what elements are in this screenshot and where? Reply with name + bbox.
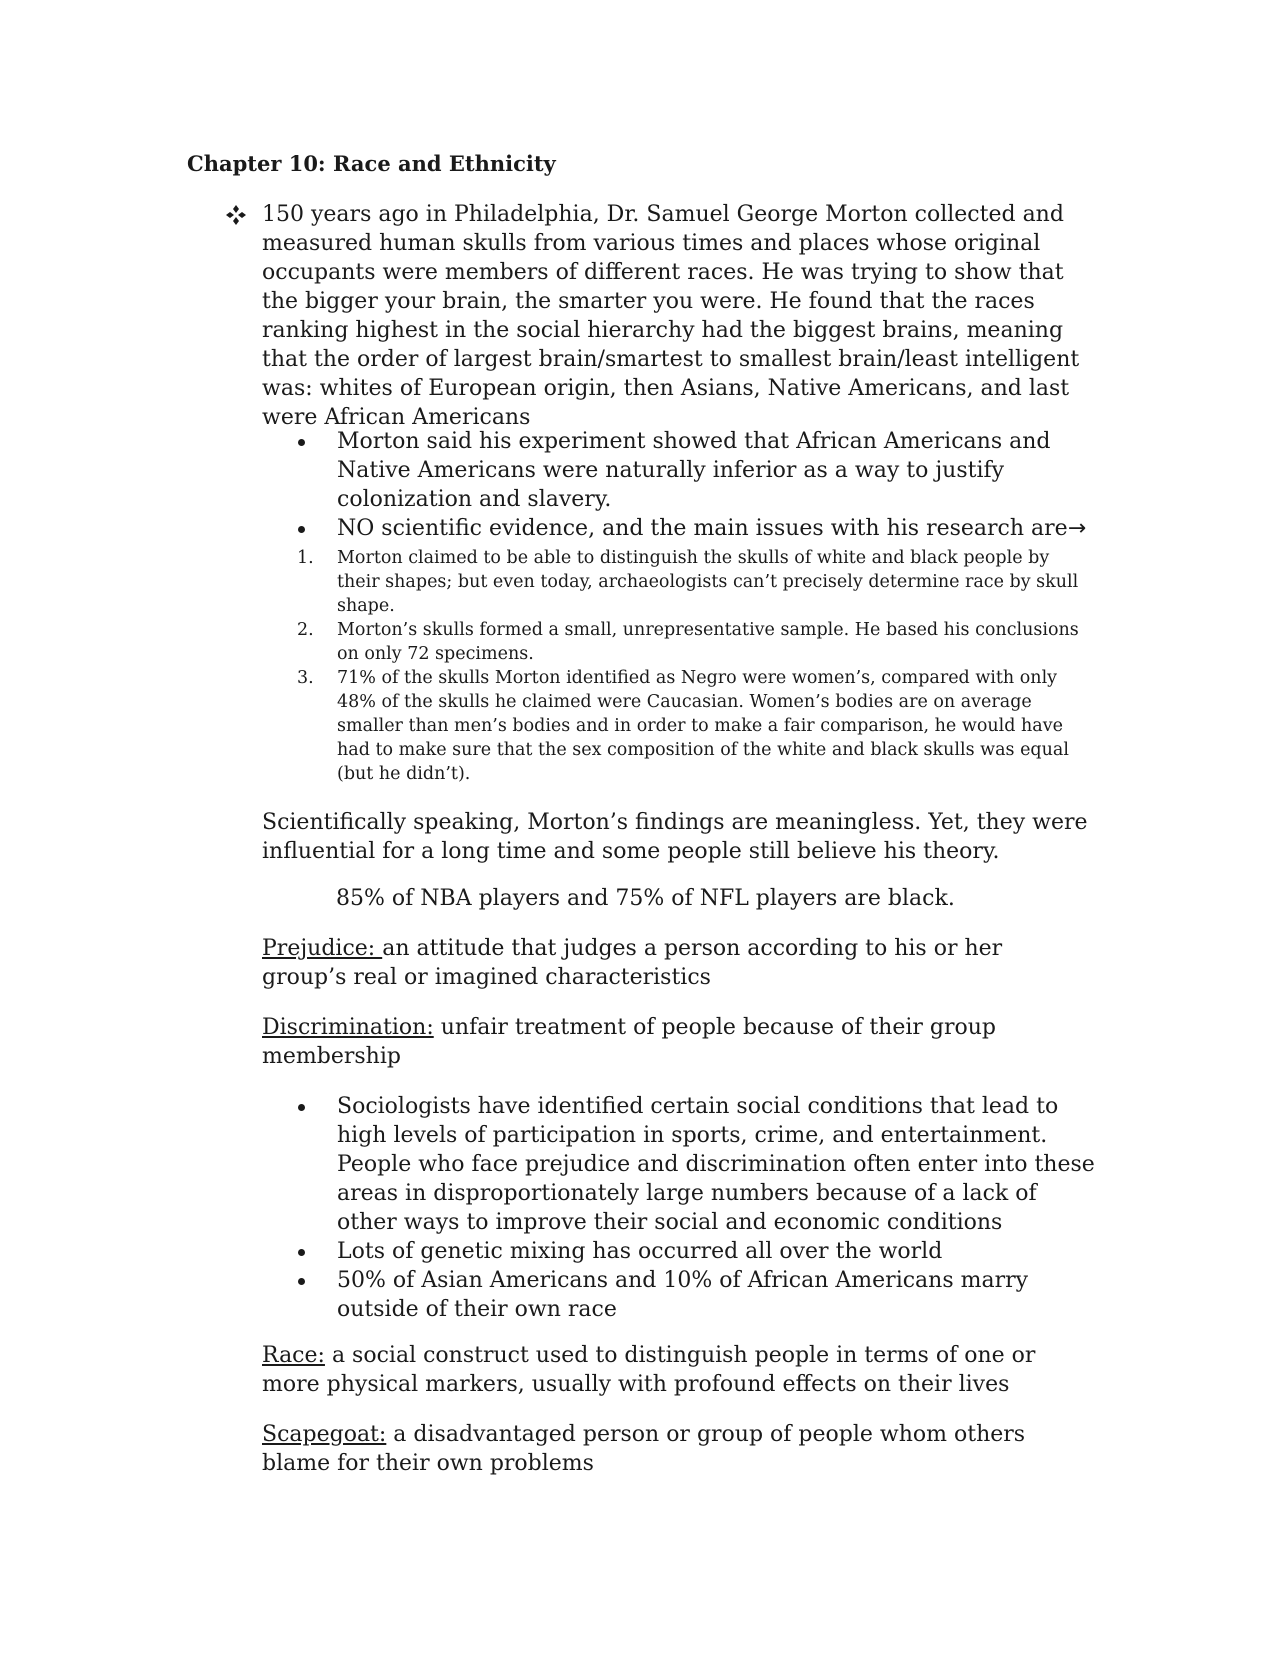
morton-sub-bullets [297, 427, 1097, 543]
item-text: Morton claimed to be able to distinguish the skulls of white and black people by their shapes; but even today, archaeologists can’t precisely determine race by skull shape. [337, 548, 1079, 616]
list-item-text: Lots of genetic mixing has occurred all over the world [337, 1239, 943, 1264]
item-text: 71% of the skulls Morton identified as Negro were women’s, compared with only 48% of the skulls he claimed were Caucasian. Women’s bodies are on average smaller than men’s bodies and in order to make a fair comparison, he would have had to make sure that the sex composition of the white and black skulls was equal (but he didn’t). [337, 668, 1069, 784]
nba-statistic: 85% of NBA players and 75% of NFL players are black. [336, 886, 955, 911]
item-number: 1. [297, 548, 314, 568]
numbered-item [297, 666, 1097, 786]
item-text: Morton’s skulls formed a small, unrepresentative sample. He based his conclusions on only 72 specimens. [337, 620, 1079, 664]
race-text: a social construct used to distinguish people in terms of one or more physical markers, usually with profound effects on their lives [262, 1343, 1036, 1397]
list-item [297, 1092, 1097, 1237]
scapegoat-definition [262, 1420, 1092, 1478]
list-item-text: NO scientific evidence, and the main issues with his research are [337, 516, 1068, 541]
list-item [297, 1237, 1097, 1266]
prejudice-definition [262, 934, 1092, 992]
list-item [297, 427, 1097, 514]
arrow-right-icon: → [1067, 516, 1087, 541]
item-number: 2. [297, 620, 314, 640]
round-bullet-icon [298, 1249, 305, 1256]
list-item-text: Morton said his experiment showed that African Americans and Native Americans were naturally inferior as a way to justify colonization and slavery. [337, 429, 1051, 512]
list-item [297, 514, 1097, 543]
round-bullet-icon [298, 1104, 305, 1111]
scapegoat-term: Scapegoat: [262, 1422, 387, 1447]
discrimination-text: unfair treatment of people because of their group membership [262, 1015, 997, 1069]
race-term: Race: [262, 1343, 325, 1368]
round-bullet-icon [298, 526, 305, 533]
numbered-item [297, 546, 1097, 618]
numbered-item [297, 618, 1097, 666]
list-item [297, 1266, 1097, 1324]
item-number: 3. [297, 668, 314, 688]
prejudice-term: Prejudice: [262, 936, 383, 961]
list-item-text: Sociologists have identified certain social conditions that lead to high levels of participation in sports, crime, and entertainment. People who face prejudice and discrimination often enter into these areas in disproportionately large numbers because of a lack of other ways to improve their social and economic conditions [337, 1094, 1095, 1235]
sociology-bullets [297, 1092, 1097, 1324]
four-diamond-bullet-icon [225, 204, 247, 226]
discrimination-definition [262, 1013, 1092, 1071]
prejudice-text: an attitude that judges a person according to his or her group’s real or imagined characteristics [262, 936, 1003, 990]
race-definition [262, 1341, 1092, 1399]
scapegoat-text: a disadvantaged person or group of people whom others blame for their own problems [262, 1422, 1026, 1476]
chapter-title: Chapter 10: Race and Ethnicity [187, 151, 556, 176]
intro-bullet-text: 150 years ago in Philadelphia, Dr. Samuel George Morton collected and measured human skulls from various times and places whose original occupants were members of different races. He was trying to show that the bigger your brain, the smarter you were. He found that the races ranking highest in the social hierarchy had the biggest brains, meaning that the order of largest brain/smartest to smallest brain/least intelligent was: whites of European origin, then Asians, Native Americans, and last were African Americans [262, 202, 1080, 430]
round-bullet-icon [298, 439, 305, 446]
round-bullet-icon [298, 1278, 305, 1285]
issues-list [297, 546, 1097, 786]
scientific-paragraph: Scientifically speaking, Morton’s findings are meaningless. Yet, they were influential for a long time and some people still believe his theory. [262, 810, 1088, 864]
discrimination-term: Discrimination: [262, 1015, 434, 1040]
list-item-text: 50% of Asian Americans and 10% of African Americans marry outside of their own race [337, 1268, 1029, 1322]
